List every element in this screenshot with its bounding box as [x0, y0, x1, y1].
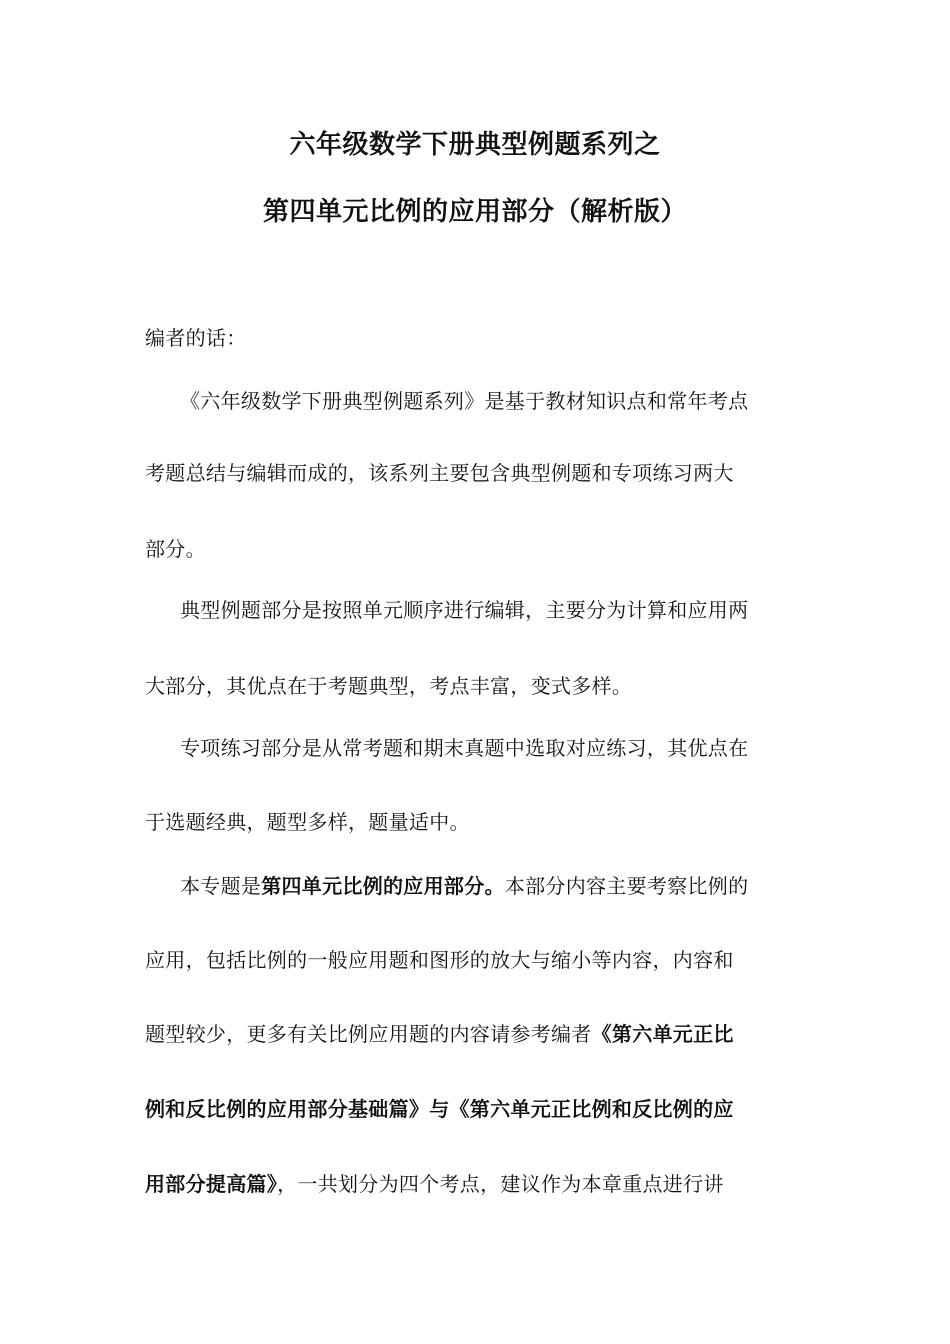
- document-title-line-1: 六年级数学下册典型例题系列之: [289, 130, 661, 160]
- paragraph-4-intro-text: 本专题是: [180, 874, 262, 898]
- editor-note-label: 编者的话：: [145, 326, 247, 350]
- paragraph-4-reference-bold-end: 用部分提高篇》: [145, 1172, 278, 1196]
- paragraph-2-line-1: 典型例题部分是按照单元顺序进行编辑，主要分为计算和应用两: [180, 598, 749, 622]
- paragraph-4-line-3-text: 题型较少，更多有关比例应用题的内容请参考编者: [145, 1022, 592, 1046]
- paragraph-2-line-2: 大部分，其优点在于考题典型，考点丰富，变式多样。: [145, 674, 633, 698]
- paragraph-4-line-2: 应用，包括比例的一般应用题和图形的放大与缩小等内容，内容和: [145, 948, 734, 972]
- paragraph-4-line-5: [145, 1170, 810, 1198]
- paragraph-1-line-2: 考题总结与编辑而成的，该系列主要包含典型例题和专项练习两大: [145, 461, 734, 485]
- paragraph-4-line-3: [145, 1020, 810, 1048]
- paragraph-3-line-2: 于选题经典，题型多样，题量适中。: [145, 810, 470, 834]
- paragraph-4-line-1: [180, 872, 810, 900]
- paragraph-4-topic-bold: 第四单元比例的应用部分。: [261, 874, 505, 898]
- paragraph-4-reference-bold-start: 《第六单元正比: [591, 1022, 734, 1046]
- paragraph-1-line-1: 《六年级数学下册典型例题系列》是基于教材知识点和常年考点: [180, 389, 749, 413]
- paragraph-1-line-3: 部分。: [145, 537, 206, 561]
- paragraph-4-line-5-rest: ，一共划分为四个考点，建议作为本章重点进行讲: [277, 1172, 724, 1196]
- paragraph-3-line-1: 专项练习部分是从常考题和期末真题中选取对应练习，其优点在: [180, 736, 749, 760]
- paragraph-4-reference-bold: 例和反比例的应用部分基础篇》与《第六单元正比例和反比例的应: [145, 1097, 734, 1121]
- document-title-line-2: 第四单元比例的应用部分（解析版）: [262, 197, 687, 227]
- paragraph-4-line-1-rest: 本部分内容主要考察比例的: [504, 874, 749, 898]
- paragraph-4-line-4: [145, 1095, 810, 1123]
